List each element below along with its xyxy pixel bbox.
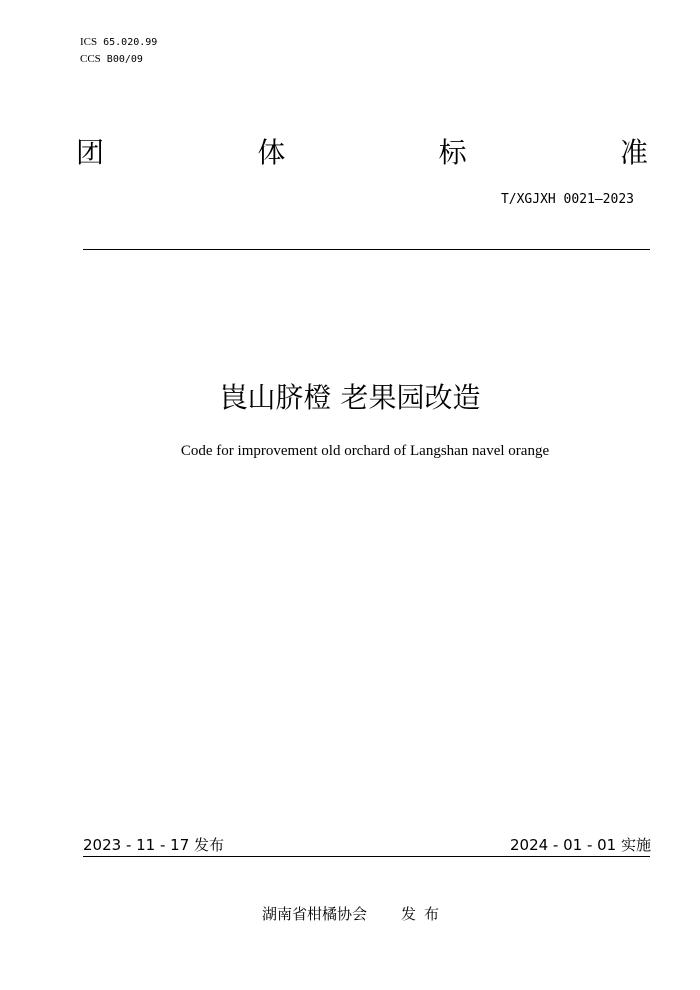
document-title-zh: 崀山脐橙 老果园改造 xyxy=(219,381,481,414)
document-title-en: Code for improvement old orchard of Langshan navel orange xyxy=(180,443,550,459)
standard-type-char-2: 体 xyxy=(257,136,286,169)
ccs-value: B00/09 xyxy=(106,54,143,65)
standard-type-char-1: 团 xyxy=(76,136,105,169)
classification-codes xyxy=(80,34,157,68)
top-divider xyxy=(83,249,650,250)
ccs-row xyxy=(80,51,157,68)
publisher-action: 发布 xyxy=(401,905,448,923)
standard-type-char-4: 准 xyxy=(619,136,648,169)
ics-label: ICS xyxy=(80,36,98,48)
standard-type-heading xyxy=(76,133,648,173)
bottom-divider xyxy=(83,856,650,857)
publisher-line xyxy=(262,904,447,924)
ics-row xyxy=(80,34,157,51)
ccs-label: CCS xyxy=(80,53,101,65)
standard-code: T/XGJXH 0021—2023 xyxy=(500,192,634,207)
publisher-organization: 湖南省柑橘协会 xyxy=(262,905,368,923)
ics-value: 65.020.99 xyxy=(103,37,158,48)
standard-type-char-3: 标 xyxy=(438,136,467,169)
implementation-date: 2024 - 01 - 01 实施 xyxy=(509,836,651,854)
issue-date: 2023 - 11 - 17 发布 xyxy=(83,836,225,854)
